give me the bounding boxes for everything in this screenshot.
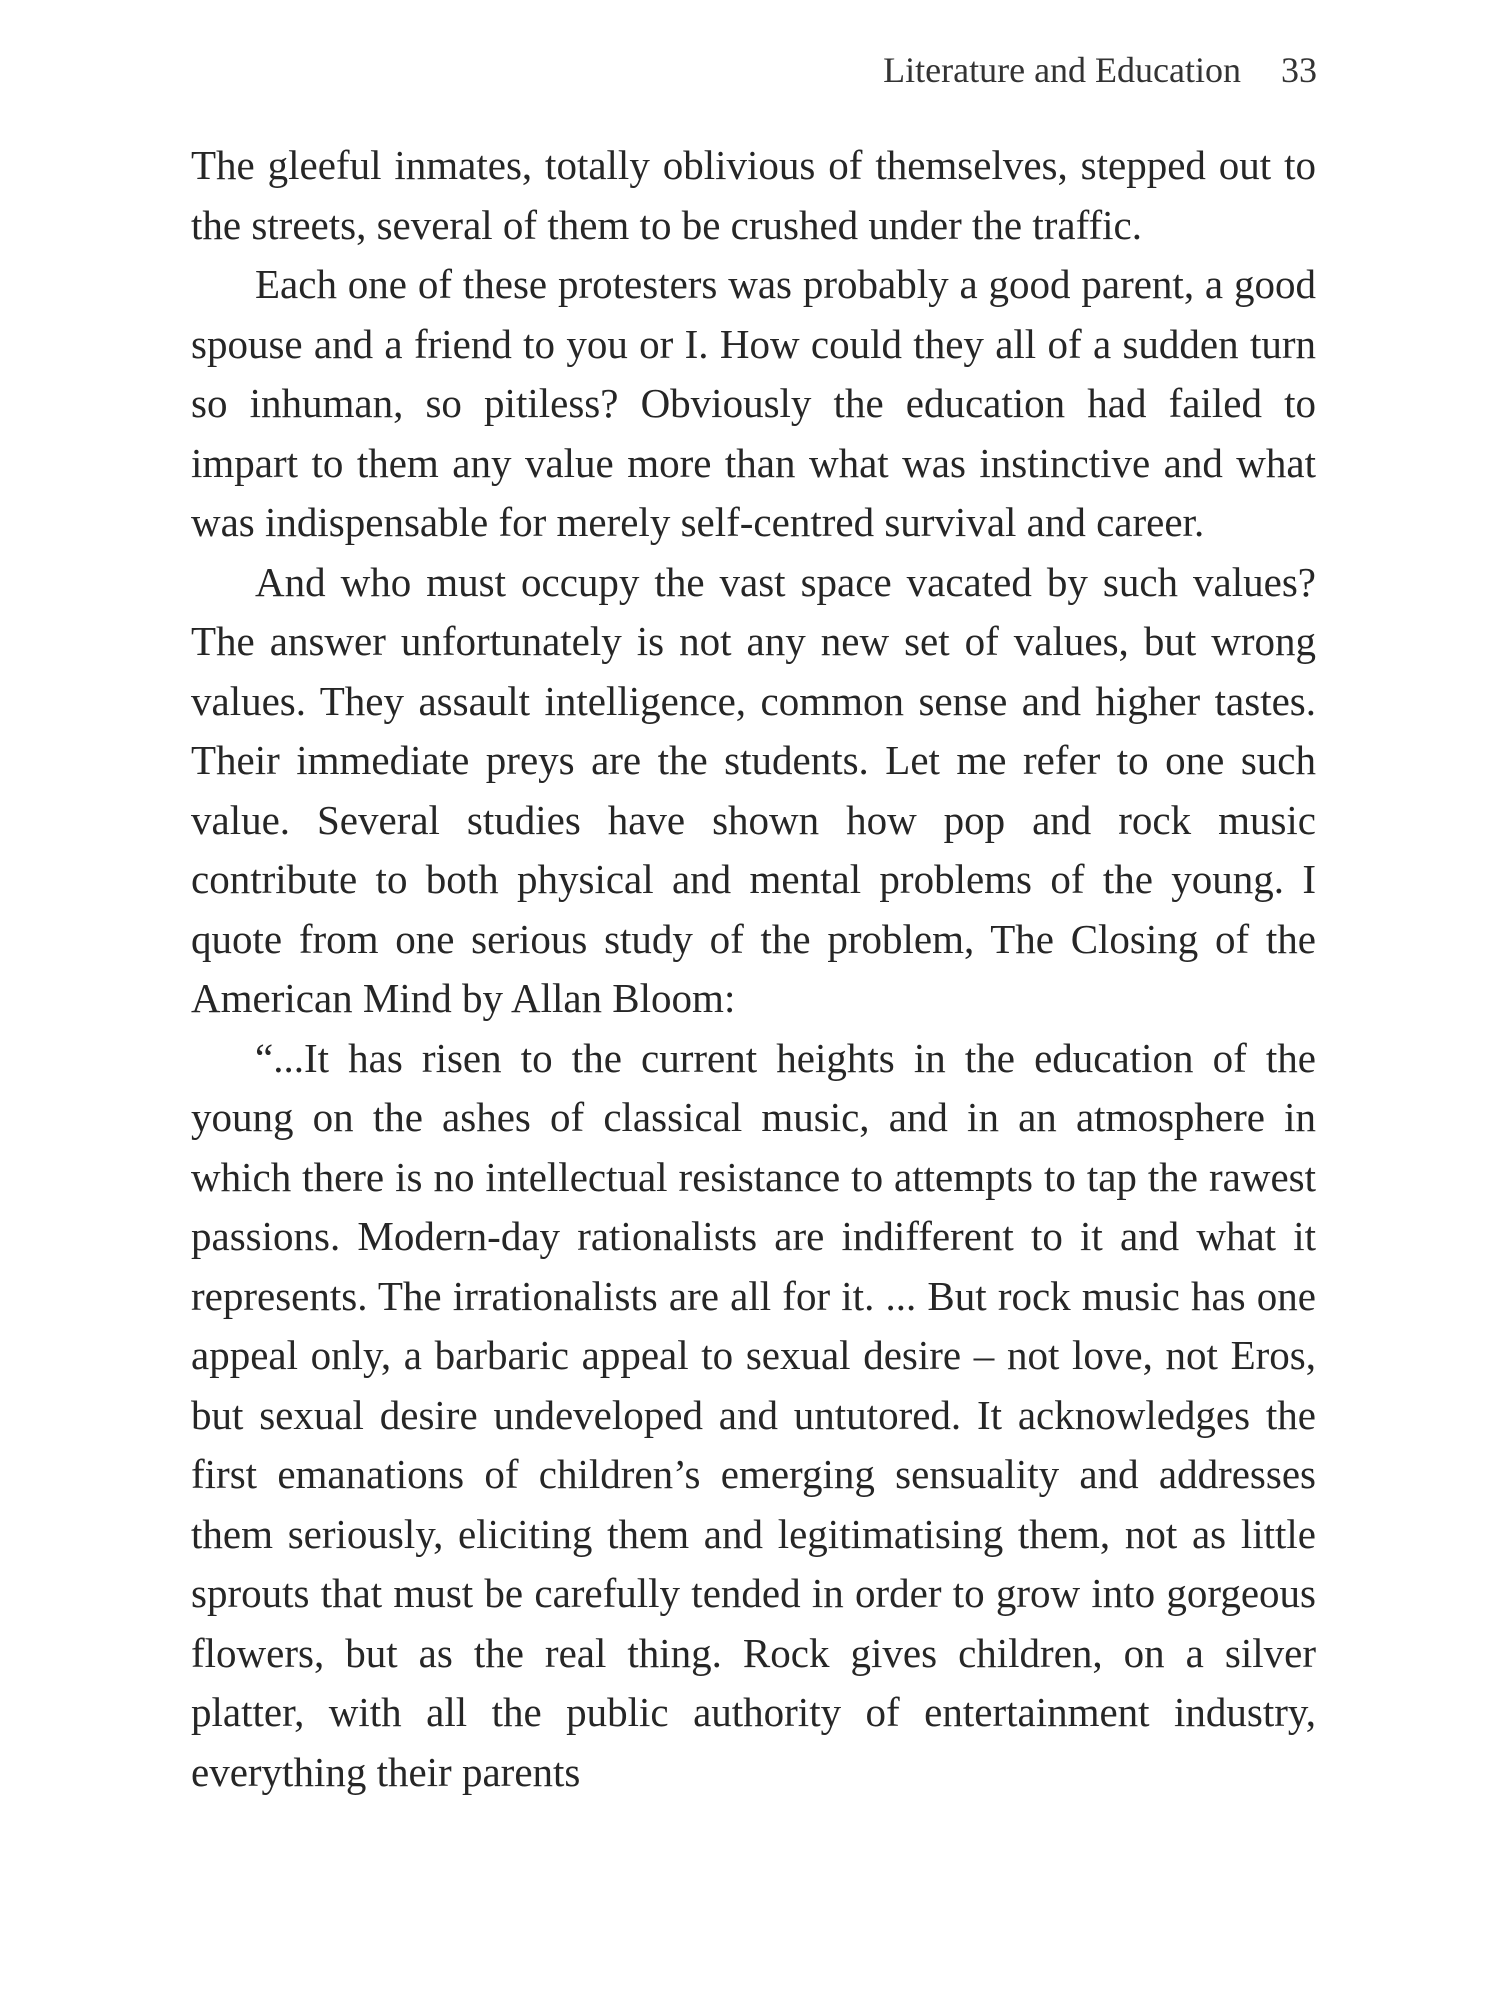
paragraph-continuation: The gleeful inmates, totally oblivious of themselves, stepped out to the streets, several of them to be crushed under the traffic. <box>191 142 1316 248</box>
body-text <box>191 136 1316 1802</box>
paragraph-quotation: “...It has risen to the current heights in the education of the young on the ashes of classical music, and in an atmosphere in which there is no intellectual resistance to attempts to tap the rawest passions. Modern-day rationalists are indifferent to it and what it represents. The irrationalists are all for it. ... But rock music has one appeal only, a barbaric appeal to sexual desire – not love, not Eros, but sexual desire undeveloped and untutored. It acknowledges the first emanations of children’s emerging sensuality and addresses them seriously, eliciting them and legitimatising them, not as little sprouts that must be carefully tended in order to grow into gorgeous flowers, but as the real thing. Rock gives children, on a silver platter, with all the public authority of entertainment industry, everything their parents <box>191 1034 1316 1795</box>
page-number: 33 <box>1281 50 1317 90</box>
running-head <box>883 46 1317 94</box>
paragraph-protesters: Each one of these protesters was probably a good parent, a good spouse and a friend to you or I. How could they all of a sudden turn so inhuman, so pitiless? Obviously the education had failed to impart to them any value more than what was instinctive and what was indispensable for merely self-centred survival and career. <box>191 261 1316 545</box>
paragraph-wrong-values: And who must occupy the vast space vacated by such values? The answer unfortunately is not any new set of values, but wrong values. They assault intelligence, common sense and higher tastes. Their immediate preys are the students. Let me refer to one such value. Several studies have shown how pop and rock music contribute to both physical and mental problems of the young. I quote from one serious study of the problem, The Closing of the American Mind by Allan Bloom: <box>191 558 1316 1021</box>
running-head-title: Literature and Education <box>883 50 1241 90</box>
